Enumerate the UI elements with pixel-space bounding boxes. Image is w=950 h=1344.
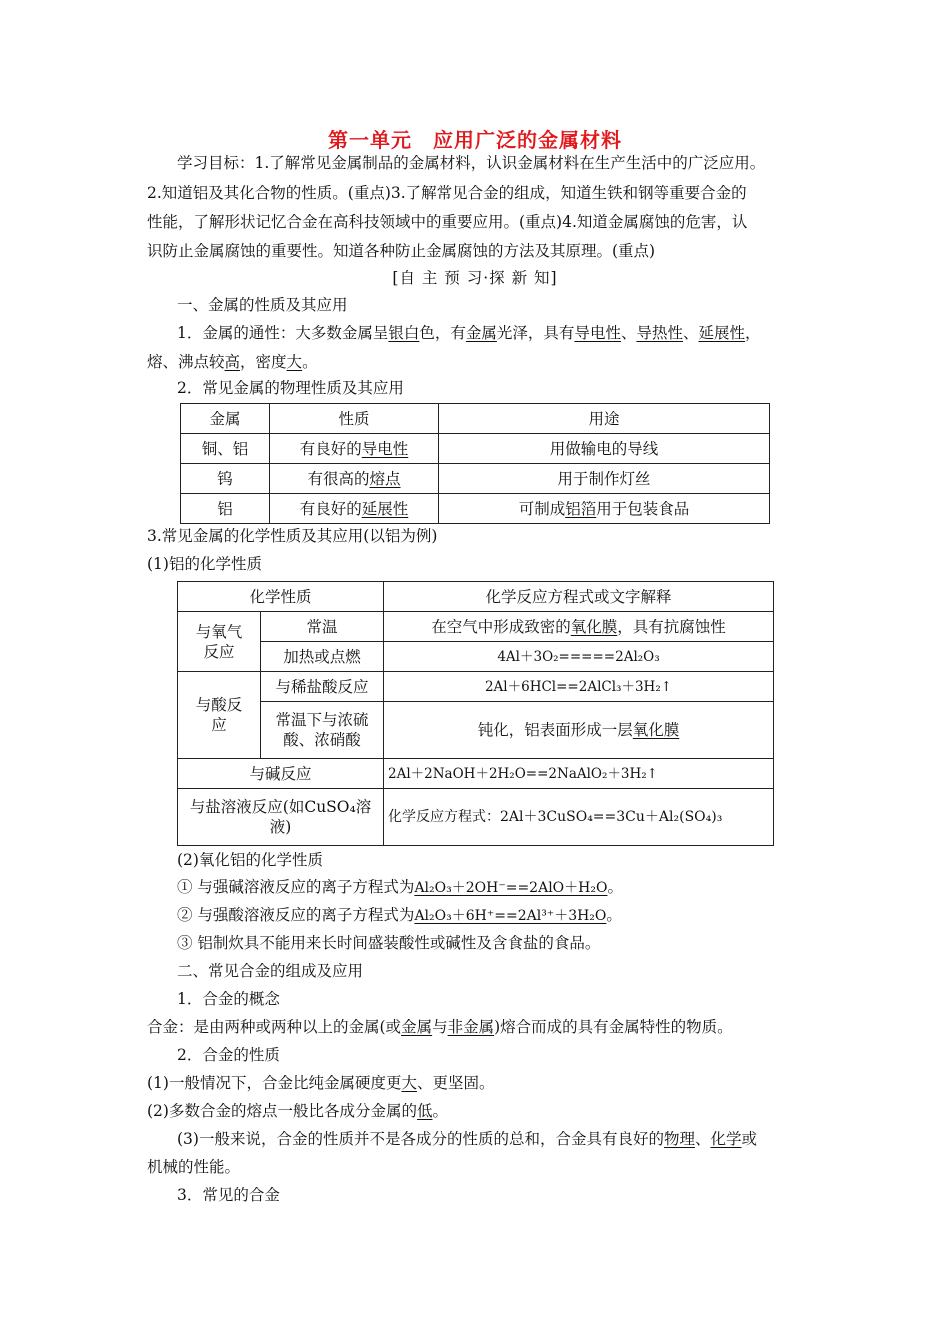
column-header: 用途	[439, 404, 770, 434]
condition-cell: 常温下与浓硫 酸、浓硝酸	[261, 702, 384, 759]
answer-blank: 非金属	[447, 1018, 495, 1036]
condition-cell: 常温	[261, 612, 384, 642]
table-header-row	[178, 582, 774, 612]
alloy-performance: (3)一般来说，合金的性质并不是各成分的性质的总和，合金具有良好的物理、化学或	[177, 1130, 758, 1148]
equation-cell: 2Al＋6HCl==2AlCl₃＋3H₂↑	[384, 672, 774, 702]
alloy-concept-heading: 1．合金的概念	[177, 990, 280, 1008]
table-row	[178, 702, 774, 759]
objective-line-3: 性能，了解形状记忆合金在高科技领域中的重要应用。(重点)4.知道金属腐蚀的危害，认	[147, 213, 748, 231]
table-row	[181, 494, 770, 524]
answer-blank: 银白	[388, 324, 420, 342]
answer-blank: 氧化膜	[632, 721, 680, 739]
alumina-chemistry-subheading: (2)氧化铝的化学性质	[177, 851, 323, 869]
alloy-hardness: (1)一般情况下，合金比纯金属硬度更大、更坚固。	[147, 1074, 495, 1092]
category-cell: 与碱反应	[178, 759, 384, 789]
part1-heading: 一、金属的性质及其应用	[177, 296, 348, 314]
answer-blank: 延展性	[361, 499, 409, 518]
answer-blank: 铝箔	[565, 499, 597, 518]
answer-blank: Al₂O₃＋6H⁺==2Al³⁺＋3H₂O	[414, 908, 607, 924]
column-header: 化学性质	[178, 582, 384, 612]
alloy-definition: 合金：是由两种或两种以上的金属(或金属与非金属)熔合而成的具有金属特性的物质。	[147, 1018, 733, 1036]
part2-heading: 二、常见合金的组成及应用	[177, 962, 364, 980]
answer-blank: 导电性	[574, 324, 621, 342]
alloy-properties-heading: 2．合金的性质	[177, 1046, 280, 1064]
objective-line-2: 2.知道铝及其化合物的性质。(重点)3.了解常见合金的组成，知道生铁和钢等重要合金的	[147, 184, 747, 202]
alloy-performance-cont: 机械的性能。	[147, 1158, 241, 1176]
property-cell: 有良好的延展性	[270, 494, 439, 524]
alloy-melting-point: (2)多数合金的熔点一般比各成分金属的低。	[147, 1102, 448, 1120]
objective-line-1: 学习目标：1.了解常见金属制品的金属材料，认识金属材料在生产生活中的广泛应用。	[177, 154, 766, 172]
answer-blank: 延展性	[698, 324, 746, 342]
column-header: 金属	[181, 404, 270, 434]
category-cell: 与盐溶液反应(如CuSO₄溶 液)	[178, 789, 384, 846]
table-row	[181, 464, 770, 494]
column-header: 化学反应方程式或文字解释	[384, 582, 774, 612]
section-banner: [自 主 预 习·探 新 知]	[392, 269, 558, 287]
aluminium-chemistry-subheading: (1)铝的化学性质	[147, 555, 262, 573]
column-header: 性质	[270, 404, 439, 434]
objective-line-4: 识防止金属腐蚀的重要性。知道各种防止金属腐蚀的方法及其原理。(重点)	[147, 242, 656, 260]
table-row	[178, 642, 774, 672]
answer-blank: 导电性	[361, 439, 409, 458]
equation-cell: 化学反应方程式：2Al＋3CuSO₄==3Cu＋Al₂(SO₄)₃	[384, 789, 774, 846]
use-cell: 用做输电的导线	[439, 434, 770, 464]
cookware-note: ③ 铝制炊具不能用来长时间盛装酸性或碱性及含食盐的食品。	[177, 934, 601, 952]
chemical-properties-heading: 3.常见金属的化学性质及其应用(以铝为例)	[147, 527, 438, 545]
table-row	[178, 612, 774, 642]
answer-blank: 金属	[465, 324, 497, 342]
alumina-base-reaction: ① 与强碱溶液反应的离子方程式为Al₂O₃＋2OH⁻==2AlO＋H₂O。	[177, 878, 623, 896]
answer-blank: 高	[224, 353, 241, 371]
alumina-acid-reaction: ② 与强酸溶液反应的离子方程式为Al₂O₃＋6H⁺==2Al³⁺＋3H₂O。	[177, 906, 622, 924]
common-alloys-heading: 3．常见的合金	[177, 1186, 280, 1204]
answer-blank: 导热性	[636, 324, 683, 342]
reaction-cell: 钝化，铝表面形成一层氧化膜	[384, 702, 774, 759]
table-header-row	[181, 404, 770, 434]
page-title: 第一单元 应用广泛的金属材料	[328, 128, 622, 152]
condition-cell: 与稀盐酸反应	[261, 672, 384, 702]
equation-cell: 2Al＋2NaOH＋2H₂O==2NaAlO₂＋3H₂↑	[384, 759, 774, 789]
table-row	[181, 434, 770, 464]
table-row	[178, 672, 774, 702]
property-cell: 有很高的熔点	[270, 464, 439, 494]
answer-blank: 低	[416, 1102, 433, 1120]
reaction-cell: 在空气中形成致密的氧化膜，具有抗腐蚀性	[384, 612, 774, 642]
equation-cell: 4Al＋3O₂=====2Al₂O₃	[384, 642, 774, 672]
physical-properties-heading: 2．常见金属的物理性质及其应用	[177, 379, 404, 397]
answer-blank: 物理	[663, 1130, 695, 1148]
metal-general-properties-cont: 熔、沸点较高，密度大。	[147, 353, 318, 371]
answer-blank: 大	[286, 353, 303, 371]
use-cell: 用于制作灯丝	[439, 464, 770, 494]
category-cell: 与氧气 反应	[178, 612, 261, 672]
use-cell: 可制成铝箔用于包装食品	[439, 494, 770, 524]
answer-blank: 化学	[710, 1130, 742, 1148]
table-row	[178, 789, 774, 846]
metal-cell: 铝	[181, 494, 270, 524]
aluminium-chemistry-table	[177, 581, 774, 846]
table-row	[178, 759, 774, 789]
physical-properties-table	[180, 403, 770, 524]
answer-blank: 金属	[401, 1018, 433, 1036]
category-cell: 与酸反 应	[178, 672, 261, 759]
condition-cell: 加热或点燃	[261, 642, 384, 672]
metal-cell: 铜、铝	[181, 434, 270, 464]
metal-general-properties: 1．金属的通性：大多数金属呈银白色，有金属光泽，具有导电性、导热性、延展性，	[177, 324, 761, 342]
answer-blank: 大	[401, 1074, 417, 1092]
answer-blank: 氧化膜	[570, 617, 618, 636]
metal-cell: 钨	[181, 464, 270, 494]
property-cell: 有良好的导电性	[270, 434, 439, 464]
answer-blank: 熔点	[369, 469, 401, 488]
answer-blank: Al₂O₃＋2OH⁻==2AlO＋H₂O	[414, 880, 608, 896]
